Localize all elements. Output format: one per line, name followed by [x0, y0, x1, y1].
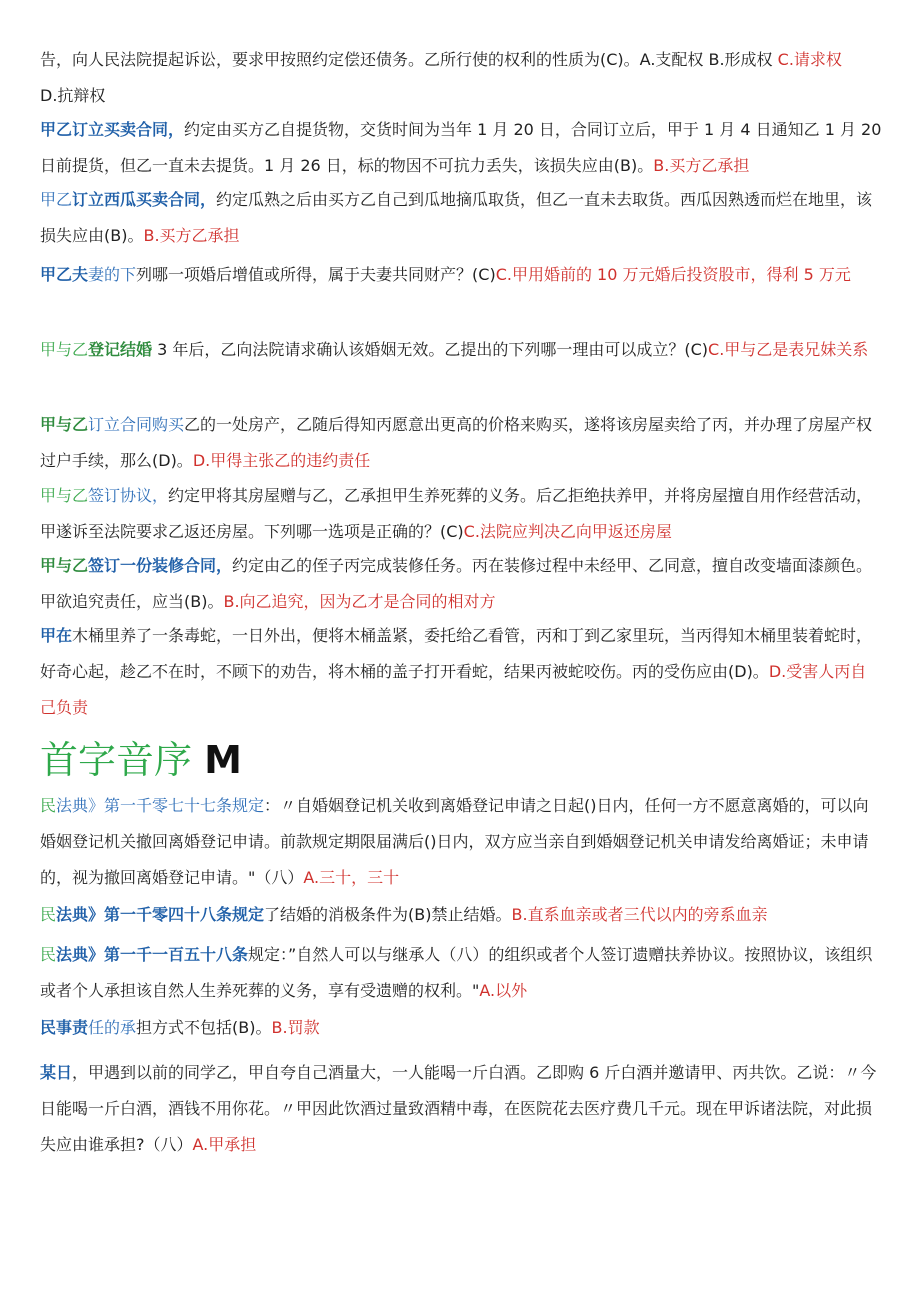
answer-text: A.甲承担 [192, 1135, 257, 1154]
question-keyword: 民 [40, 945, 57, 964]
question-keyword: 甲与乙 [40, 556, 89, 575]
question-keyword-2: 签订协议， [88, 486, 169, 505]
answer-text: C.甲用婚前的 10 万元婚后投资股市，得利 5 万元 [495, 265, 851, 284]
question-keyword: 某日 [40, 1063, 73, 1082]
question-paragraph-11 [40, 897, 882, 933]
question-paragraph-3 [40, 182, 882, 254]
question-paragraph-2 [40, 112, 882, 184]
answer-text: D.甲得主张乙的违约责任 [192, 451, 371, 470]
question-text: 担方式不包括(B)。 [136, 1018, 272, 1037]
question-paragraph-8 [40, 548, 882, 620]
question-text: 告，向人民法院提起诉讼，要求甲按照约定偿还债务。乙所行使的权利的性质为(C)。A.支配权 B.形成权 [40, 50, 778, 69]
question-keyword-2: 登记结婚 [88, 340, 153, 359]
answer-text: B.直系血亲或者三代以内的旁系血亲 [511, 905, 768, 924]
question-text: 木桶里养了一条毒蛇，一日外出，便将木桶盖紧，委托给乙看管，丙和丁到乙家里玩，当丙得知木桶里装着蛇时，好奇心起，趁乙不在时，不顾下的劝告，将木桶的盖子打开看蛇，结果丙被蛇咬伤。丙的受伤应由(D)。 [40, 626, 873, 681]
question-paragraph-5 [40, 332, 882, 368]
question-keyword: 民 [40, 905, 57, 924]
question-keyword-2: 法典》第一千一百五十八条 [56, 945, 249, 964]
answer-text: B.向乙追究，因为乙才是合同的相对方 [223, 592, 496, 611]
question-keyword: 甲乙 [40, 120, 73, 139]
answer-text: B.买方乙承担 [653, 156, 750, 175]
question-paragraph-14 [40, 1055, 882, 1163]
question-keyword: 甲乙夫 [40, 265, 89, 284]
section-heading-title: 首字音序 [40, 738, 193, 782]
question-text: 乙的一处房产，乙随后得知丙愿意出更高的价格来购买，遂将该房屋卖给了丙，并办理了房屋产权过户手续，那么(D)。 [40, 415, 873, 470]
question-text: 约定甲将其房屋赠与乙，乙承担甲生养死葬的义务。后乙拒绝扶养甲，并将房屋擅自用作经营活动，甲遂诉至法院要求乙返还房屋。下列哪一选项是正确的？(C) [40, 486, 873, 541]
question-keyword: 甲与乙 [40, 486, 89, 505]
question-text: 约定由买方乙自提货物，交货时间为当年 1 月 20 日，合同订立后，甲于 1 月 4 日通知乙 1 月 20 日前提货，但乙一直未去提货。1 月 26 日，标的物因不可抗力丢失，该损失应由(B)。 [40, 120, 882, 175]
answer-text: C.甲与乙是表兄妹关系 [708, 340, 869, 359]
question-text: 3 年后，乙向法院请求确认该婚姻无效。乙提出的下列哪一理由可以成立？(C) [152, 340, 709, 359]
question-paragraph-12 [40, 937, 882, 1009]
question-text: ，甲遇到以前的同学乙，甲自夸自己酒量大，一人能喝一斤白酒。乙即购 6 斤白酒并邀请甲、丙共饮。乙说：〃今日能喝一斤白酒，酒钱不用你花。〃甲因此饮酒过量致酒精中毒，在医院花去医疗费几千元。现在甲诉诸法院，对此损失应由谁承担?（八） [40, 1063, 877, 1154]
question-paragraph-10 [40, 788, 882, 896]
question-paragraph-7 [40, 478, 882, 550]
question-keyword-2: 订立西瓜买卖合同， [72, 190, 217, 209]
question-keyword: 甲与乙 [40, 340, 89, 359]
question-keyword-2: 法典》第一千零四十八条规定 [56, 905, 265, 924]
question-text: 了结婚的消极条件为(B)禁止结婚。 [264, 905, 512, 924]
answer-text: B.买方乙承担 [143, 226, 240, 245]
section-heading-letter: M [204, 738, 242, 782]
question-text: ：〃自婚姻登记机关收到离婚登记申请之日起()日内，任何一方不愿意离婚的，可以向婚姻登记机关撤回离婚登记申请。前款规定期限届满后()日内，双方应当亲自到婚姻登记机关申请发给离婚证；未申请的，视为撤回离婚登记申请。"（八） [40, 796, 869, 887]
answer-text: B.罚款 [271, 1018, 320, 1037]
question-keyword: 甲乙 [40, 190, 73, 209]
question-keyword-2: 订立合同购买 [88, 415, 185, 434]
question-paragraph-9 [40, 618, 882, 726]
question-paragraph-1 [40, 42, 882, 114]
question-text: 约定瓜熟之后由买方乙自己到瓜地摘瓜取货，但乙一直未去取货。西瓜因熟透而烂在地里，该损失应由(B)。 [40, 190, 873, 245]
question-keyword: 甲与乙 [40, 415, 89, 434]
question-text: 规定：”自然人可以与继承人（八）的组织或者个人签订遗赠扶养协议。按照协议，该组织或者个人承担该自然人生养死葬的义务，享有受遗赠的权利。" [40, 945, 873, 1000]
question-keyword: 民 [40, 796, 57, 815]
section-heading [40, 732, 242, 788]
question-text: 约定由乙的侄子丙完成装修任务。丙在装修过程中未经甲、乙同意，擅自改变墙面漆颜色。甲欲追究责任，应当(B)。 [40, 556, 873, 611]
question-text-tail: D.抗辩权 [40, 86, 106, 105]
answer-text: A.以外 [479, 981, 528, 1000]
question-keyword-2: 订立买卖合同， [72, 120, 185, 139]
answer-text: C.请求权 [777, 50, 842, 69]
question-keyword-2: 妻的下 [88, 265, 137, 284]
question-keyword: 甲在 [40, 626, 73, 645]
question-keyword-2: 签订一份装修合同， [88, 556, 233, 575]
question-text: 列哪一项婚后增值或所得，属于夫妻共同财产？(C) [136, 265, 496, 284]
question-keyword: 民事责 [40, 1018, 89, 1037]
answer-text: C.法院应判决乙向甲返还房屋 [463, 522, 672, 541]
question-paragraph-4 [40, 257, 882, 293]
answer-text: D.受害人丙自己负责 [40, 662, 867, 717]
question-keyword-2: 任的承 [88, 1018, 137, 1037]
question-keyword-2: 法典》第一千零七十七条规定 [56, 796, 265, 815]
answer-text: A.三十，三十 [303, 868, 400, 887]
question-paragraph-13 [40, 1010, 882, 1046]
question-paragraph-6 [40, 407, 882, 479]
